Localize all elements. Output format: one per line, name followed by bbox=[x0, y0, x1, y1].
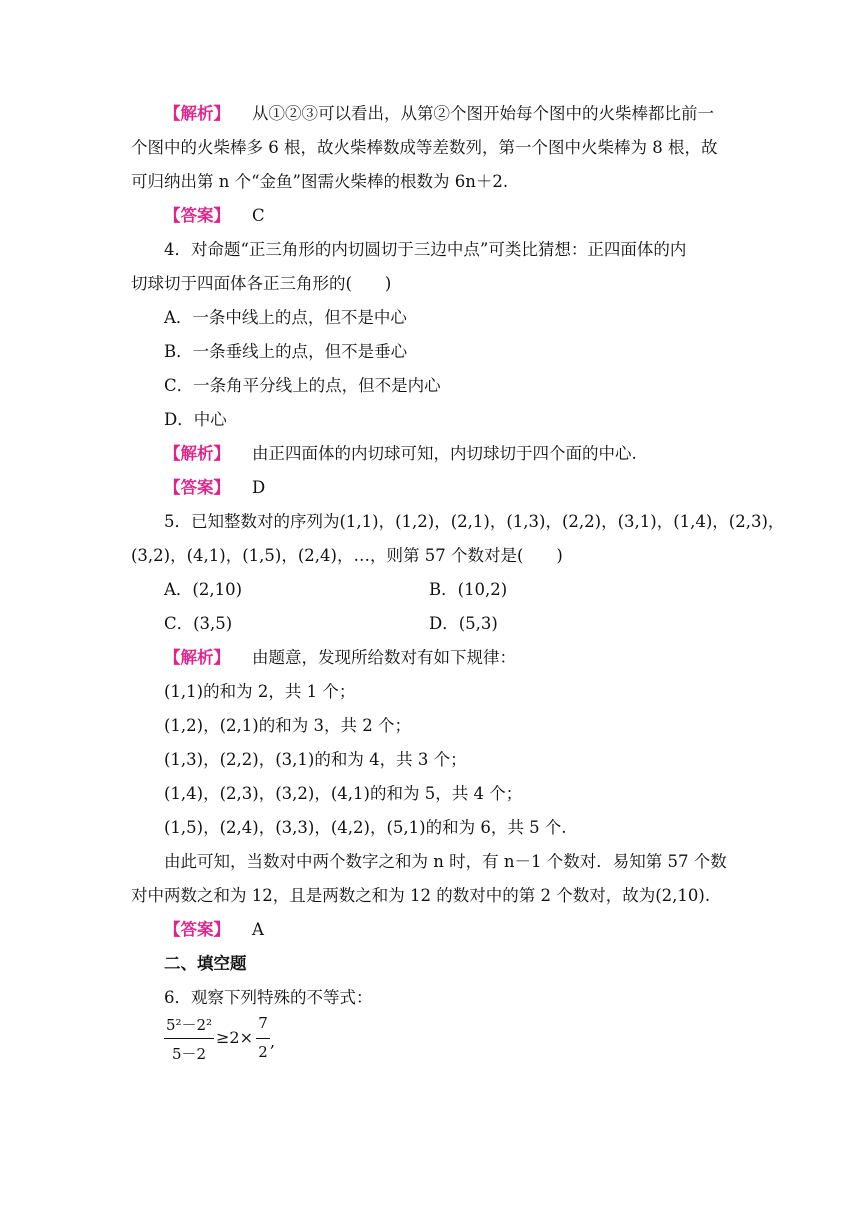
analysis-line bbox=[164, 443, 637, 465]
answer-tag: 【答案】 bbox=[164, 206, 230, 225]
question-6-stem: 6．观察下列特殊的不等式： bbox=[164, 988, 373, 1007]
option-a: A．(2,10) bbox=[164, 580, 243, 599]
analysis-line bbox=[164, 103, 714, 125]
options-row-cd bbox=[164, 613, 684, 635]
answer-line bbox=[164, 919, 264, 941]
trailing-comma: , bbox=[270, 1032, 276, 1051]
answer-line bbox=[164, 205, 265, 227]
fraction2-denominator: 2 bbox=[258, 1043, 268, 1061]
fraction2-bar bbox=[256, 1038, 270, 1039]
conclusion-line: 对中两数之和为 12，且是两数之和为 12 的数对中的第 2 个数对，故为(2,10). bbox=[131, 886, 711, 905]
section-title: 二、填空题 bbox=[164, 954, 247, 973]
option-d: D．(5,3) bbox=[429, 614, 498, 633]
rule-line: (1,1)的和为 2，共 1 个； bbox=[164, 682, 356, 701]
answer-value: A bbox=[252, 920, 264, 939]
option-a: A．一条中线上的点，但不是中心 bbox=[164, 308, 407, 327]
rule-line: (1,3)，(2,2)，(3,1)的和为 4，共 3 个； bbox=[164, 750, 467, 769]
inequality-expression bbox=[164, 1012, 304, 1068]
text-line: 个图中的火柴棒多 6 根，故火柴棒数成等差数列，第一个图中火柴棒为 8 根，故 bbox=[131, 138, 718, 157]
answer-tag: 【答案】 bbox=[164, 478, 230, 497]
fraction-bar bbox=[164, 1038, 214, 1039]
text-line: 可归纳出第 n 个“金鱼”图需火柴棒的根数为 6n＋2. bbox=[131, 172, 509, 191]
option-b: B．一条垂线上的点，但不是垂心 bbox=[164, 342, 408, 361]
answer-tag: 【答案】 bbox=[164, 920, 230, 939]
rule-line: (1,2)，(2,1)的和为 3，共 2 个； bbox=[164, 716, 411, 735]
analysis-tag: 【解析】 bbox=[164, 444, 230, 463]
analysis-text: 由题意，发现所给数对有如下规律： bbox=[252, 648, 516, 667]
rule-line: (1,5)，(2,4)，(3,3)，(4,2)，(5,1)的和为 6，共 5 个. bbox=[164, 818, 567, 837]
rule-line: (1,4)，(2,3)，(3,2)，(4,1)的和为 5，共 4 个； bbox=[164, 784, 523, 803]
analysis-text: 由正四面体的内切球可知，内切球切于四个面的中心. bbox=[252, 444, 637, 463]
fraction-numerator: 5²－2² bbox=[165, 1016, 213, 1034]
answer-line bbox=[164, 477, 265, 499]
option-c: C．(3,5) bbox=[164, 614, 233, 633]
question-4-stem-cont: 切球切于四面体各正三角形的( ) bbox=[131, 274, 392, 293]
answer-value: D bbox=[252, 478, 266, 497]
fraction-denominator: 5－2 bbox=[171, 1045, 207, 1063]
inequality-relation: ≥2× bbox=[216, 1028, 253, 1047]
option-b: B．(10,2) bbox=[429, 580, 508, 599]
question-5-stem-cont: (3,2)，(4,1)，(1,5)，(2,4)，…，则第 57 个数对是( ) bbox=[131, 546, 563, 565]
analysis-tag: 【解析】 bbox=[164, 648, 230, 667]
option-d: D．中心 bbox=[164, 410, 227, 429]
analysis-line bbox=[164, 647, 516, 669]
conclusion-line: 由此可知，当数对中两个数字之和为 n 时，有 n－1 个数对．易知第 57 个数 bbox=[164, 852, 727, 871]
fraction2-numerator: 7 bbox=[258, 1014, 268, 1032]
analysis-tag: 【解析】 bbox=[164, 104, 230, 123]
option-c: C．一条角平分线上的点，但不是内心 bbox=[164, 376, 441, 395]
question-5-stem: 5．已知整数对的序列为(1,1)，(1,2)，(2,1)，(1,3)，(2,2)，(3,1)，(1,4)，(2,3)， bbox=[164, 512, 785, 531]
answer-value: C bbox=[252, 206, 265, 225]
options-row-ab bbox=[164, 579, 684, 601]
question-4-stem: 4．对命题“正三角形的内切圆切于三边中点”可类比猜想：正四面体的内 bbox=[164, 240, 687, 259]
analysis-text: 从①②③可以看出，从第②个图开始每个图中的火柴棒都比前一 bbox=[252, 104, 714, 123]
